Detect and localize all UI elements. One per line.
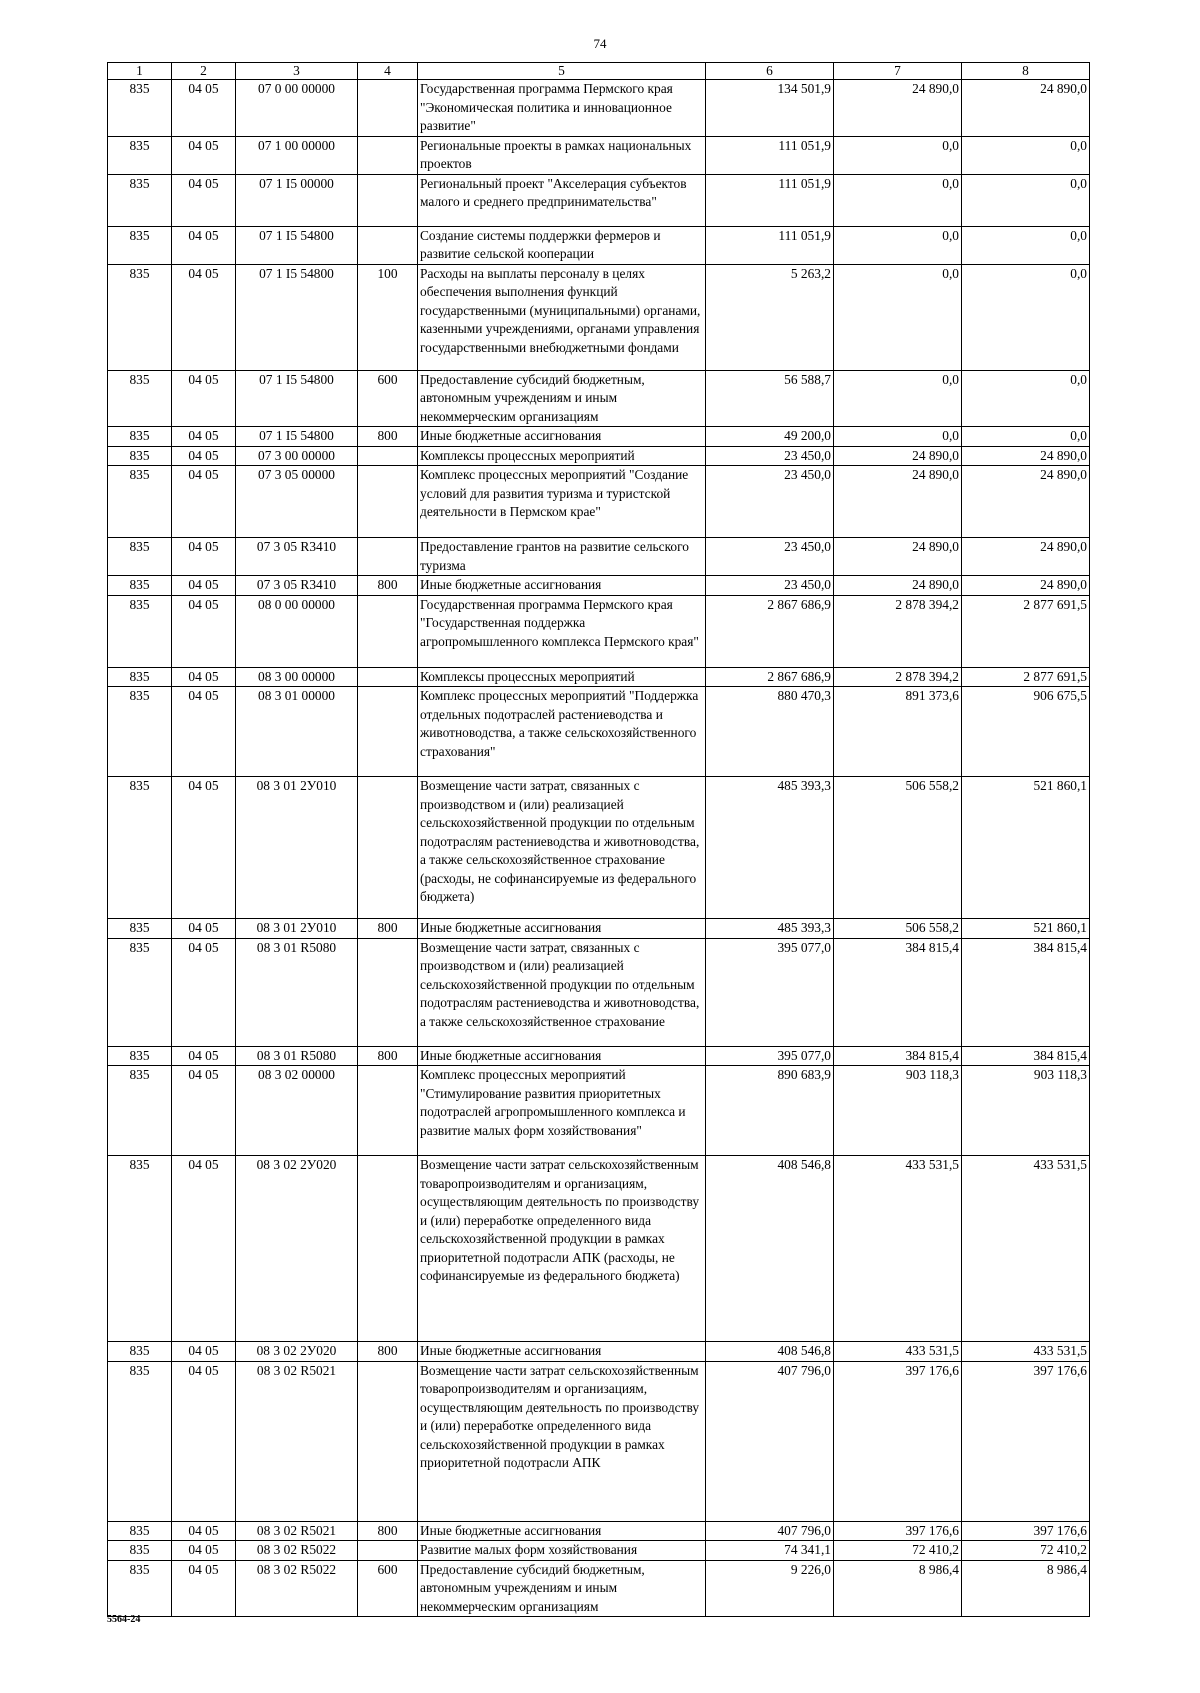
target-code-cell: 08 3 02 R5021 [236,1361,358,1521]
amount-2025-cell: 384 815,4 [834,1046,962,1066]
table-row [108,226,1090,264]
table-row [108,576,1090,596]
amount-2024-cell: 408 546,8 [706,1342,834,1362]
table-row [108,595,1090,667]
document-code: 5564-24 [107,1614,141,1625]
description-cell: Иные бюджетные ассигнования [418,919,706,939]
description-cell: Региональные проекты в рамках национальных проектов [418,136,706,174]
table-row [108,1361,1090,1521]
page-number: 74 [593,36,607,51]
table-row [108,538,1090,576]
table-row [108,174,1090,226]
amount-2024-cell: 407 796,0 [706,1361,834,1521]
amount-2026-cell: 521 860,1 [962,919,1090,939]
section-code-cell: 04 05 [172,1066,236,1156]
expense-type-code-cell [358,1156,418,1342]
target-code-cell: 07 3 00 00000 [236,446,358,466]
amount-2024-cell: 56 588,7 [706,370,834,427]
amount-2026-cell: 0,0 [962,226,1090,264]
chapter-code-cell: 835 [108,1361,172,1521]
expense-type-code-cell: 600 [358,370,418,427]
description-cell: Государственная программа Пермского края "Государственная поддержка агропромышленного комплекса Пермского края" [418,595,706,667]
amount-2026-cell: 2 877 691,5 [962,595,1090,667]
section-code-cell: 04 05 [172,777,236,919]
amount-2025-cell: 397 176,6 [834,1361,962,1521]
amount-2025-cell: 384 815,4 [834,938,962,1046]
chapter-code-cell: 835 [108,1156,172,1342]
table-row [108,446,1090,466]
chapter-code-cell: 835 [108,1560,172,1617]
expense-type-code-cell: 800 [358,1342,418,1362]
description-cell: Комплексы процессных мероприятий [418,667,706,687]
table-row [108,687,1090,777]
amount-2026-cell: 906 675,5 [962,687,1090,777]
description-cell: Комплексы процессных мероприятий [418,446,706,466]
budget-table [107,62,1090,1617]
amount-2024-cell: 111 051,9 [706,136,834,174]
section-code-cell: 04 05 [172,446,236,466]
chapter-code-cell: 835 [108,687,172,777]
chapter-code-cell: 835 [108,1541,172,1561]
section-code-cell: 04 05 [172,1046,236,1066]
amount-2026-cell: 0,0 [962,264,1090,370]
description-cell: Иные бюджетные ассигнования [418,1342,706,1362]
target-code-cell: 07 0 00 00000 [236,80,358,137]
chapter-code-cell: 835 [108,264,172,370]
amount-2024-cell: 407 796,0 [706,1521,834,1541]
description-cell: Возмещение части затрат сельскохозяйственным товаропроизводителям и организациям, осуществляющим деятельность по производству и (или) переработке определенного вида сельскохозяйственной продукции в рамках приоритетной подотрасли АПК (расходы, не софинансируемые из федерального бюджета) [418,1156,706,1342]
description-cell: Иные бюджетные ассигнования [418,576,706,596]
amount-2025-cell: 24 890,0 [834,466,962,538]
target-code-cell: 08 3 02 00000 [236,1066,358,1156]
chapter-code-cell: 835 [108,595,172,667]
chapter-code-cell: 835 [108,538,172,576]
amount-2025-cell: 0,0 [834,264,962,370]
table-row [108,919,1090,939]
amount-2025-cell: 24 890,0 [834,538,962,576]
amount-2024-cell: 134 501,9 [706,80,834,137]
amount-2026-cell: 521 860,1 [962,777,1090,919]
description-cell: Иные бюджетные ассигнования [418,1046,706,1066]
amount-2026-cell: 72 410,2 [962,1541,1090,1561]
chapter-code-cell: 835 [108,576,172,596]
target-code-cell: 08 3 02 R5021 [236,1521,358,1541]
amount-2026-cell: 24 890,0 [962,466,1090,538]
chapter-code-cell: 835 [108,80,172,137]
chapter-code-cell: 835 [108,427,172,447]
description-cell: Комплекс процессных мероприятий "Стимулирование развития приоритетных подотраслей агропромышленного комплекса и развитие малых форм хозяйствования" [418,1066,706,1156]
column-header-2: 2 [172,63,236,80]
description-cell: Предоставление субсидий бюджетным, автономным учреждениям и иным некоммерческим организациям [418,1560,706,1617]
table-row [108,80,1090,137]
chapter-code-cell: 835 [108,1521,172,1541]
amount-2026-cell: 397 176,6 [962,1361,1090,1521]
expense-type-code-cell [358,1066,418,1156]
description-cell: Расходы на выплаты персоналу в целях обеспечения выполнения функций государственными (муниципальными) органами, казенными учреждениями, органами управления государственными внебюджетными фондами [418,264,706,370]
amount-2024-cell: 485 393,3 [706,777,834,919]
table-row [108,1541,1090,1561]
section-code-cell: 04 05 [172,427,236,447]
table-row [108,1066,1090,1156]
chapter-code-cell: 835 [108,938,172,1046]
target-code-cell: 08 3 02 R5022 [236,1560,358,1617]
column-header-4: 4 [358,63,418,80]
expense-type-code-cell: 800 [358,427,418,447]
amount-2024-cell: 408 546,8 [706,1156,834,1342]
amount-2024-cell: 111 051,9 [706,226,834,264]
amount-2025-cell: 0,0 [834,136,962,174]
target-code-cell: 07 1 I5 54800 [236,370,358,427]
section-code-cell: 04 05 [172,1342,236,1362]
expense-type-code-cell: 800 [358,919,418,939]
amount-2024-cell: 485 393,3 [706,919,834,939]
table-row [108,777,1090,919]
expense-type-code-cell: 100 [358,264,418,370]
table-row [108,466,1090,538]
amount-2025-cell: 24 890,0 [834,576,962,596]
description-cell: Комплекс процессных мероприятий "Поддержка отдельных подотраслей растениеводства и животноводства, а также сельскохозяйственного страхования" [418,687,706,777]
expense-type-code-cell [358,595,418,667]
description-cell: Предоставление субсидий бюджетным, автономным учреждениям и иным некоммерческим организациям [418,370,706,427]
target-code-cell: 08 3 01 00000 [236,687,358,777]
amount-2026-cell: 24 890,0 [962,576,1090,596]
description-cell: Комплекс процессных мероприятий "Создание условий для развития туризма и туристской деятельности в Пермском крае" [418,466,706,538]
amount-2024-cell: 5 263,2 [706,264,834,370]
expense-type-code-cell [358,938,418,1046]
amount-2024-cell: 9 226,0 [706,1560,834,1617]
target-code-cell: 08 3 01 R5080 [236,1046,358,1066]
amount-2024-cell: 23 450,0 [706,576,834,596]
amount-2026-cell: 24 890,0 [962,446,1090,466]
expense-type-code-cell [358,1361,418,1521]
amount-2025-cell: 8 986,4 [834,1560,962,1617]
expense-type-code-cell [358,1541,418,1561]
amount-2025-cell: 0,0 [834,427,962,447]
table-row [108,1342,1090,1362]
section-code-cell: 04 05 [172,919,236,939]
column-header-8: 8 [962,63,1090,80]
amount-2025-cell: 0,0 [834,174,962,226]
section-code-cell: 04 05 [172,595,236,667]
section-code-cell: 04 05 [172,938,236,1046]
description-cell: Региональный проект "Акселерация субъектов малого и среднего предпринимательства" [418,174,706,226]
section-code-cell: 04 05 [172,1521,236,1541]
section-code-cell: 04 05 [172,370,236,427]
description-cell: Развитие малых форм хозяйствования [418,1541,706,1561]
target-code-cell: 08 3 02 2У020 [236,1156,358,1342]
table-row [108,136,1090,174]
section-code-cell: 04 05 [172,687,236,777]
description-cell: Возмещение части затрат, связанных с производством и (или) реализацией сельскохозяйственной продукции по отдельным подотраслям растениеводства и животноводства, а также сельскохозяйственное страхование [418,938,706,1046]
target-code-cell: 08 3 00 00000 [236,667,358,687]
amount-2026-cell: 2 877 691,5 [962,667,1090,687]
target-code-cell: 08 3 02 2У020 [236,1342,358,1362]
amount-2024-cell: 395 077,0 [706,938,834,1046]
section-code-cell: 04 05 [172,538,236,576]
amount-2026-cell: 24 890,0 [962,80,1090,137]
table-body [108,80,1090,1617]
description-cell: Иные бюджетные ассигнования [418,1521,706,1541]
amount-2026-cell: 384 815,4 [962,938,1090,1046]
expense-type-code-cell: 800 [358,1521,418,1541]
section-code-cell: 04 05 [172,80,236,137]
amount-2026-cell: 8 986,4 [962,1560,1090,1617]
chapter-code-cell: 835 [108,777,172,919]
description-cell: Иные бюджетные ассигнования [418,427,706,447]
section-code-cell: 04 05 [172,576,236,596]
section-code-cell: 04 05 [172,1560,236,1617]
description-cell: Государственная программа Пермского края "Экономическая политика и инновационное развитие" [418,80,706,137]
table-row [108,264,1090,370]
target-code-cell: 07 1 I5 00000 [236,174,358,226]
section-code-cell: 04 05 [172,466,236,538]
section-code-cell: 04 05 [172,1361,236,1521]
description-cell: Предоставление грантов на развитие сельского туризма [418,538,706,576]
amount-2024-cell: 23 450,0 [706,446,834,466]
table-row [108,370,1090,427]
column-header-5: 5 [418,63,706,80]
chapter-code-cell: 835 [108,667,172,687]
column-header-3: 3 [236,63,358,80]
amount-2024-cell: 111 051,9 [706,174,834,226]
amount-2025-cell: 506 558,2 [834,777,962,919]
expense-type-code-cell [358,174,418,226]
amount-2025-cell: 433 531,5 [834,1342,962,1362]
amount-2025-cell: 0,0 [834,226,962,264]
chapter-code-cell: 835 [108,174,172,226]
column-header-6: 6 [706,63,834,80]
target-code-cell: 07 1 I5 54800 [236,427,358,447]
chapter-code-cell: 835 [108,466,172,538]
amount-2025-cell: 433 531,5 [834,1156,962,1342]
amount-2026-cell: 903 118,3 [962,1066,1090,1156]
amount-2026-cell: 433 531,5 [962,1342,1090,1362]
target-code-cell: 07 1 00 00000 [236,136,358,174]
amount-2024-cell: 23 450,0 [706,466,834,538]
chapter-code-cell: 835 [108,446,172,466]
expense-type-code-cell: 800 [358,1046,418,1066]
table-row [108,1156,1090,1342]
amount-2024-cell: 49 200,0 [706,427,834,447]
amount-2024-cell: 880 470,3 [706,687,834,777]
chapter-code-cell: 835 [108,1066,172,1156]
amount-2026-cell: 24 890,0 [962,538,1090,576]
description-cell: Возмещение части затрат сельскохозяйственным товаропроизводителям и организациям, осуществляющим деятельность по производству и (или) переработке определенного вида сельскохозяйственной продукции в рамках приоритетной подотрасли АПК [418,1361,706,1521]
target-code-cell: 07 3 05 R3410 [236,576,358,596]
amount-2025-cell: 506 558,2 [834,919,962,939]
expense-type-code-cell [358,777,418,919]
expense-type-code-cell [358,446,418,466]
target-code-cell: 08 3 02 R5022 [236,1541,358,1561]
target-code-cell: 07 1 I5 54800 [236,264,358,370]
table-row [108,427,1090,447]
amount-2025-cell: 2 878 394,2 [834,667,962,687]
chapter-code-cell: 835 [108,370,172,427]
table-row [108,667,1090,687]
table-header-row [108,63,1090,80]
expense-type-code-cell: 600 [358,1560,418,1617]
amount-2026-cell: 0,0 [962,427,1090,447]
amount-2025-cell: 2 878 394,2 [834,595,962,667]
expense-type-code-cell [358,80,418,137]
section-code-cell: 04 05 [172,667,236,687]
amount-2026-cell: 397 176,6 [962,1521,1090,1541]
amount-2026-cell: 0,0 [962,136,1090,174]
chapter-code-cell: 835 [108,136,172,174]
target-code-cell: 07 1 I5 54800 [236,226,358,264]
section-code-cell: 04 05 [172,1156,236,1342]
amount-2025-cell: 24 890,0 [834,446,962,466]
chapter-code-cell: 835 [108,1342,172,1362]
table-row [108,1046,1090,1066]
table-row [108,1521,1090,1541]
amount-2025-cell: 891 373,6 [834,687,962,777]
section-code-cell: 04 05 [172,1541,236,1561]
section-code-cell: 04 05 [172,136,236,174]
amount-2024-cell: 2 867 686,9 [706,667,834,687]
amount-2024-cell: 2 867 686,9 [706,595,834,667]
expense-type-code-cell [358,538,418,576]
table-row [108,938,1090,1046]
amount-2024-cell: 23 450,0 [706,538,834,576]
table-row [108,1560,1090,1617]
chapter-code-cell: 835 [108,919,172,939]
amount-2025-cell: 397 176,6 [834,1521,962,1541]
amount-2024-cell: 395 077,0 [706,1046,834,1066]
amount-2025-cell: 72 410,2 [834,1541,962,1561]
target-code-cell: 08 3 01 2У010 [236,919,358,939]
amount-2024-cell: 74 341,1 [706,1541,834,1561]
amount-2026-cell: 0,0 [962,174,1090,226]
chapter-code-cell: 835 [108,1046,172,1066]
expense-type-code-cell [358,687,418,777]
target-code-cell: 08 0 00 00000 [236,595,358,667]
expense-type-code-cell: 800 [358,576,418,596]
column-header-7: 7 [834,63,962,80]
section-code-cell: 04 05 [172,226,236,264]
target-code-cell: 07 3 05 R3410 [236,538,358,576]
column-header-1: 1 [108,63,172,80]
description-cell: Возмещение части затрат, связанных с производством и (или) реализацией сельскохозяйственной продукции по отдельным подотраслям растениеводства и животноводства, а также сельскохозяйственное страхование (расходы, не софинансируемые из федерального бюджета) [418,777,706,919]
chapter-code-cell: 835 [108,226,172,264]
expense-type-code-cell [358,466,418,538]
expense-type-code-cell [358,136,418,174]
target-code-cell: 08 3 01 2У010 [236,777,358,919]
amount-2025-cell: 0,0 [834,370,962,427]
amount-2026-cell: 433 531,5 [962,1156,1090,1342]
expense-type-code-cell [358,226,418,264]
expense-type-code-cell [358,667,418,687]
target-code-cell: 08 3 01 R5080 [236,938,358,1046]
target-code-cell: 07 3 05 00000 [236,466,358,538]
amount-2026-cell: 384 815,4 [962,1046,1090,1066]
amount-2025-cell: 903 118,3 [834,1066,962,1156]
section-code-cell: 04 05 [172,264,236,370]
amount-2024-cell: 890 683,9 [706,1066,834,1156]
description-cell: Создание системы поддержки фермеров и развитие сельской кооперации [418,226,706,264]
section-code-cell: 04 05 [172,174,236,226]
amount-2025-cell: 24 890,0 [834,80,962,137]
amount-2026-cell: 0,0 [962,370,1090,427]
